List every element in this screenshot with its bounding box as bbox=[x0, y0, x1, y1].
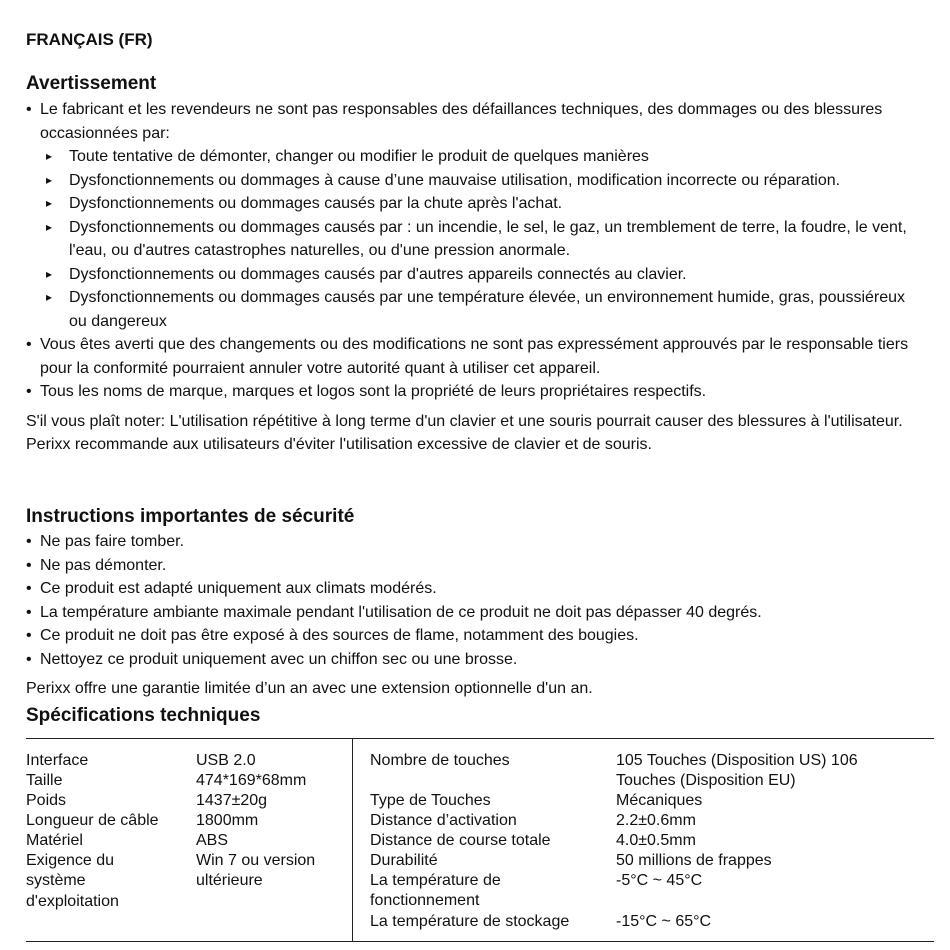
warning-sub-item: ▸ Dysfonctionnements ou dommages causés par une température élevée, un environnement humide, gras, poussiéreux ou dangereux bbox=[40, 286, 926, 333]
usage-note: S'il vous plaît noter: L'utilisation répétitive à long terme d'un clavier et une souris pourrait causer des blessures à l'utilisateur. Perixx recommande aux utilisateurs d'éviter l'utilisation excessive de clavier et de souris. bbox=[26, 412, 903, 453]
safety-list bbox=[26, 530, 926, 671]
safety-item: • Ce produit est adapté uniquement aux climats modérés. bbox=[26, 577, 926, 601]
warning-title: Avertissement bbox=[26, 73, 157, 94]
spec-value: Win 7 ou version ultérieure bbox=[196, 852, 316, 890]
spec-label: Exigence du système d'exploitation bbox=[26, 852, 119, 910]
spec-value: USB 2.0 bbox=[196, 752, 256, 769]
spec-label: Matériel bbox=[26, 832, 83, 849]
safety-title: Instructions importantes de sécurité bbox=[26, 506, 355, 527]
spec-value: 50 millions de frappes bbox=[616, 852, 772, 869]
warning-section bbox=[26, 98, 926, 457]
spec-label: Durabilité bbox=[370, 852, 438, 869]
spec-label: Distance d’activation bbox=[370, 812, 517, 829]
warranty-text: Perixx offre une garantie limitée d’un an avec une extension optionnelle d'un an. bbox=[26, 680, 593, 697]
warning-bullet-1 bbox=[26, 98, 926, 333]
safety-item: • Ne pas démonter. bbox=[26, 554, 926, 578]
safety-item: • Nettoyez ce produit uniquement avec un chiffon sec ou une brosse. bbox=[26, 648, 926, 672]
warning-bullet-2: • Vous êtes averti que des changements ou des modifications ne sont pas expressément approuvés par le responsable tiers pour la conformité pourraient annuler votre autorité quant à utiliser cet appareil. bbox=[26, 333, 926, 380]
spec-label: Interface bbox=[26, 752, 89, 769]
spec-value: -5°C ~ 45°C bbox=[616, 872, 703, 889]
spec-label: La température de fonctionnement bbox=[370, 872, 501, 910]
spec-value: 4.0±0.5mm bbox=[616, 832, 696, 849]
warning-sub-item: ▸ Dysfonctionnements ou dommages à cause d’une mauvaise utilisation, modification incorrecte ou réparation. bbox=[40, 169, 926, 193]
warning-sub-item: ▸ Dysfonctionnements ou dommages causés par d'autres appareils connectés au clavier. bbox=[40, 263, 926, 287]
specs-table bbox=[26, 738, 934, 942]
safety-item: • Ne pas faire tomber. bbox=[26, 530, 926, 554]
spec-label: Taille bbox=[26, 772, 63, 789]
warning-bullet-3: • Tous les noms de marque, marques et logos sont la propriété de leurs propriétaires respectifs. bbox=[26, 380, 926, 404]
safety-item: • Ce produit ne doit pas être exposé à des sources de flame, notamment des bougies. bbox=[26, 624, 926, 648]
specs-title: Spécifications techniques bbox=[26, 705, 261, 726]
spec-value: ABS bbox=[196, 832, 229, 849]
warning-sublist bbox=[26, 145, 926, 333]
spec-value: 2.2±0.6mm bbox=[616, 812, 696, 829]
warning-sub-item: ▸ Dysfonctionnements ou dommages causés par : un incendie, le sel, le gaz, un tremblement de terre, la foudre, le vent, l'eau, ou d'autres catastrophes naturelles, ou d'une pression anormale. bbox=[40, 216, 926, 263]
language-heading: FRANÇAIS (FR) bbox=[26, 30, 153, 49]
warning-list bbox=[26, 98, 926, 404]
spec-label: Nombre de touches bbox=[370, 752, 510, 769]
spec-value: -15°C ~ 65°C bbox=[616, 913, 712, 930]
spec-value: 1800mm bbox=[196, 812, 259, 829]
specs-column-divider bbox=[352, 739, 353, 941]
spec-label: Type de Touches bbox=[370, 792, 491, 809]
spec-value: 1437±20g bbox=[196, 792, 268, 809]
warning-sub-item: ▸ Dysfonctionnements ou dommages causés par la chute après l'achat. bbox=[40, 192, 926, 216]
spec-label: Longueur de câble bbox=[26, 812, 159, 829]
warning-bullet-1-text: Le fabricant et les revendeurs ne sont pas responsables des défaillances techniques, des dommages ou des blessures occasionnées par: bbox=[40, 101, 883, 142]
safety-section bbox=[26, 530, 926, 701]
spec-value: 474*169*68mm bbox=[196, 772, 307, 789]
spec-value: Mécaniques bbox=[616, 792, 703, 809]
spec-label: Distance de course totale bbox=[370, 832, 551, 849]
safety-item: • La température ambiante maximale pendant l'utilisation de ce produit ne doit pas dépasser 40 degrés. bbox=[26, 601, 926, 625]
spec-value: 105 Touches (Disposition US) 106 Touches (Disposition EU) bbox=[616, 752, 858, 790]
warning-sub-item: ▸ Toute tentative de démonter, changer ou modifier le produit de quelques manières bbox=[40, 145, 926, 169]
spec-label: La température de stockage bbox=[370, 913, 570, 930]
spec-label: Poids bbox=[26, 792, 67, 809]
